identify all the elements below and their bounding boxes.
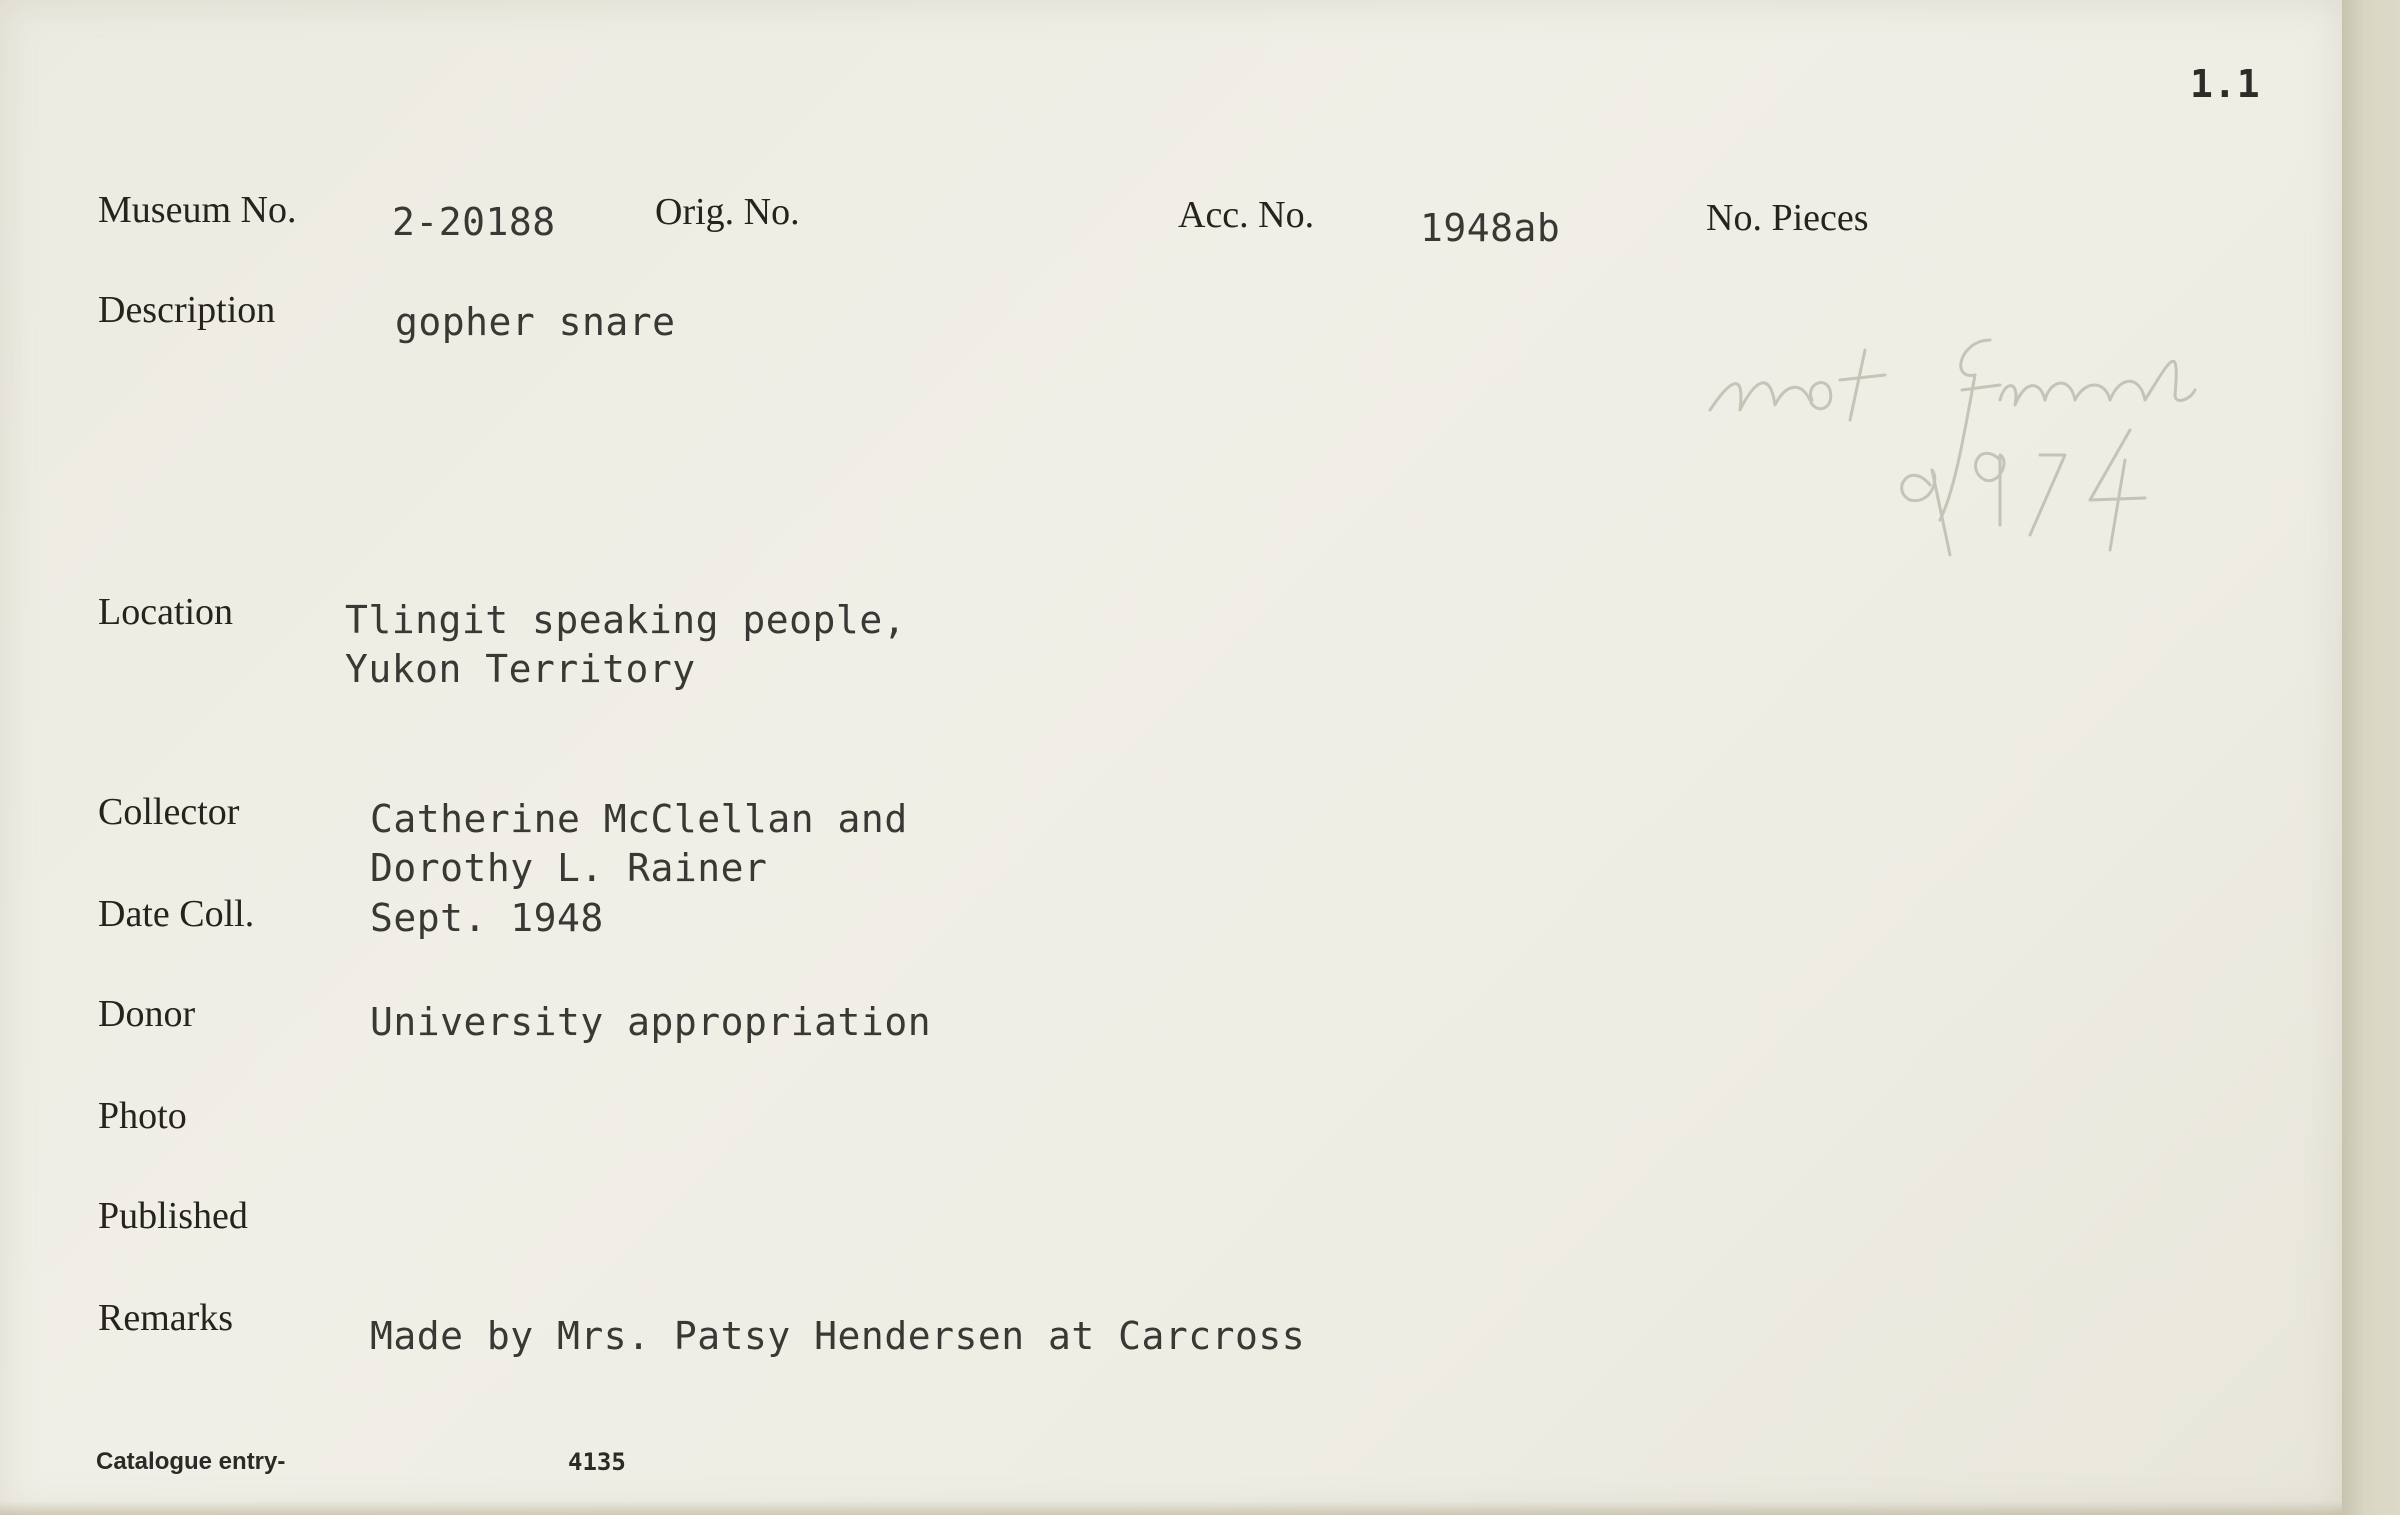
location-label: Location [98, 591, 234, 633]
description-value: gopher snare [395, 300, 676, 344]
museum-no-value: 2-20188 [392, 200, 556, 244]
museum-no-label: Museum No. [98, 189, 297, 231]
orig-no-label: Orig. No. [655, 191, 800, 233]
location-value-line1: Tlingit speaking people, [345, 598, 907, 642]
no-pieces-label: No. Pieces [1706, 197, 1869, 239]
collector-value-line1: Catherine McClellan and [370, 797, 908, 841]
donor-label: Donor [98, 993, 196, 1035]
acc-no-label: Acc. No. [1178, 194, 1315, 236]
location-value-line2: Yukon Territory [345, 647, 696, 691]
published-label: Published [98, 1195, 248, 1237]
card-edge-shadow [2342, 0, 2400, 1515]
collector-label: Collector [98, 791, 240, 833]
date-coll-label: Date Coll. [98, 893, 255, 935]
handwritten-note [1700, 320, 2320, 580]
acc-no-value: 1948ab [1420, 206, 1561, 250]
collector-value-line2: Dorothy L. Rainer [370, 846, 768, 890]
catalogue-entry-label: Catalogue entry- [96, 1448, 286, 1475]
catalogue-entry-value: 4135 [568, 1448, 626, 1476]
photo-label: Photo [98, 1095, 187, 1137]
card-page-number: 1.1 [2190, 62, 2261, 106]
donor-value: University appropriation [370, 1000, 932, 1044]
description-label: Description [98, 289, 276, 331]
date-coll-value: Sept. 1948 [370, 896, 604, 940]
remarks-label: Remarks [98, 1297, 234, 1339]
remarks-value: Made by Mrs. Patsy Hendersen at Carcross [370, 1314, 1306, 1358]
